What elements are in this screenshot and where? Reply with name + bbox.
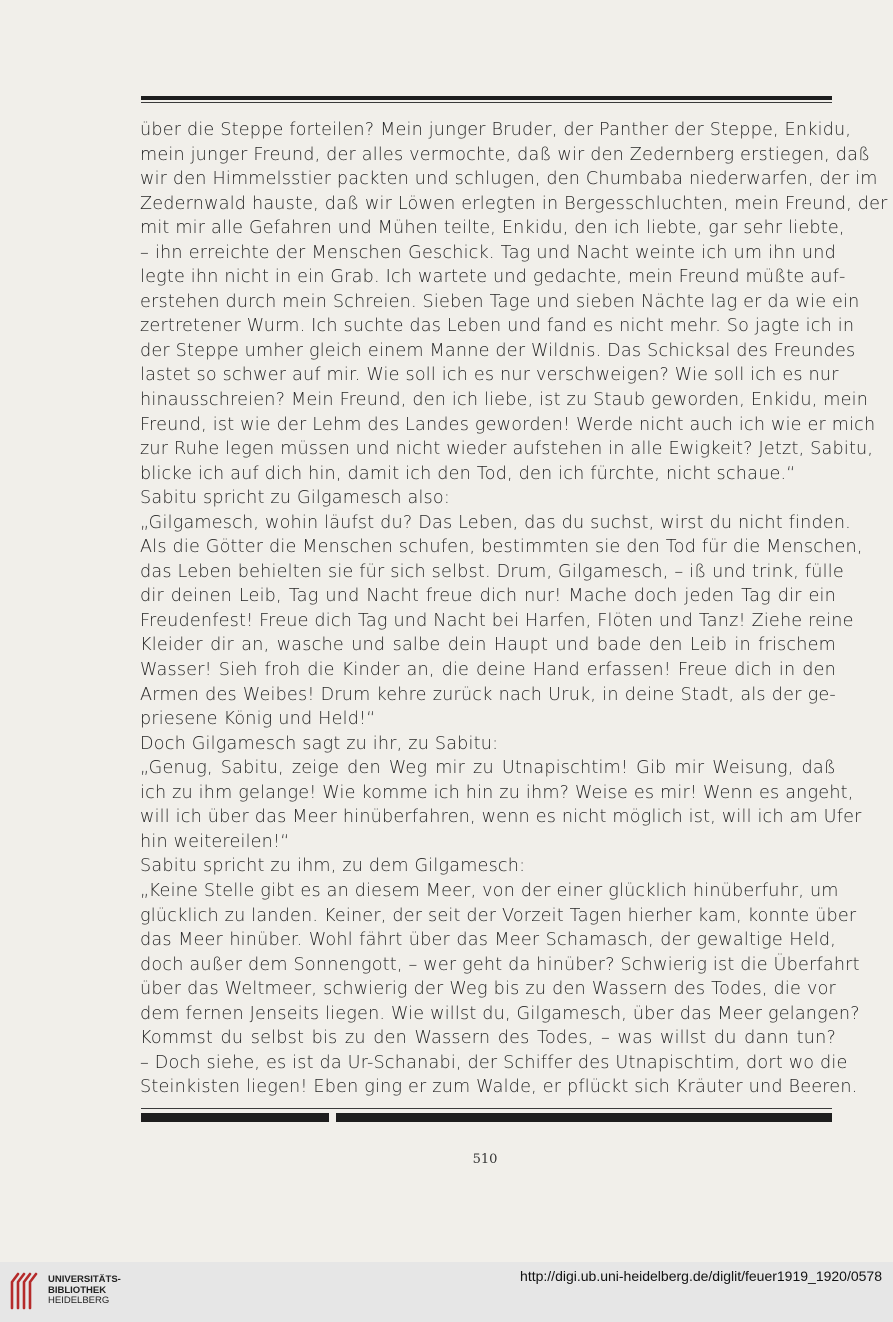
text-line: mein junger Freund, der alles vermochte, daß wir den Zedernberg erstiegen, daß bbox=[140, 144, 871, 165]
text-line: wir den Himmelsstier packten und schlugen, den Chumbaba niederwarfen, der im bbox=[140, 169, 878, 190]
text-line: „Gilgamesch, wohin läufst du? Das Leben, das du suchst, wirst du nicht finden. bbox=[140, 512, 851, 533]
text-line: über die Steppe forteilen? Mein junger Bruder, der Panther der Steppe, Enkidu, bbox=[140, 120, 852, 140]
library-name bbox=[48, 1275, 121, 1307]
library-name-line3: HEIDELBERG bbox=[48, 1295, 110, 1306]
text-line: erstehen durch mein Schreien. Sieben Tage und sieben Nächte lag er da wie ein bbox=[140, 291, 860, 312]
body-text bbox=[140, 118, 888, 1100]
top-rule bbox=[141, 96, 832, 100]
text-line: hinausschreien? Mein Freund, den ich liebe, ist zu Staub geworden, Enkidu, mein bbox=[140, 390, 869, 411]
text-line: Doch Gilgamesch sagt zu ihr, zu Sabitu: bbox=[140, 733, 499, 754]
text-line: will ich über das Meer hinüberfahren, wenn es nicht möglich ist, will ich am Ufer bbox=[140, 807, 862, 828]
text-line: Wasser! Sieh froh die Kinder an, die deine Hand erfassen! Freue dich in den bbox=[140, 660, 836, 681]
text-line: zertretener Wurm. Ich suchte das Leben und fand es nicht mehr. So jagte ich in bbox=[140, 316, 855, 337]
bottom-rule-left bbox=[141, 1113, 329, 1122]
bottom-rule-thin bbox=[141, 1108, 832, 1109]
text-line: glücklich zu landen. Keiner, der seit der Vorzeit Tagen hierher kam, konnte über bbox=[140, 905, 857, 926]
text-line: Freund, ist wie der Lehm des Landes geworden! Werde nicht auch ich wie er mich bbox=[140, 414, 876, 435]
text-line: Steinkisten liegen! Eben ging er zum Walde, er pflückt sich Kräuter und Beeren. bbox=[140, 1077, 858, 1098]
text-line: „Genug, Sabitu, zeige den Weg mir zu Utnapischtim! Gib mir Weisung, daß bbox=[140, 758, 836, 779]
text-line: Freudenfest! Freue dich Tag und Nacht bei Harfen, Flöten und Tanz! Ziehe reine bbox=[140, 610, 854, 631]
text-line: Armen des Weibes! Drum kehre zurück nach Uruk, in deine Stadt, als der ge- bbox=[140, 684, 836, 705]
text-line: Als die Götter die Menschen schufen, bestimmten sie den Tod für die Menschen, bbox=[140, 537, 863, 558]
top-rule-thin bbox=[141, 102, 832, 103]
text-line: priesene König und Held!“ bbox=[140, 709, 376, 730]
text-line: – ihn erreichte der Menschen Geschick. Tag und Nacht weinte ich um ihn und bbox=[140, 242, 836, 263]
library-name-line1: UNIVERSITÄTS- bbox=[48, 1274, 121, 1285]
text-line: das Leben behielten sie für sich selbst. Drum, Gilgamesch, – iß und trink, fülle bbox=[140, 561, 844, 582]
text-line: mit mir alle Gefahren und Mühen teilte, Enkidu, den ich liebte, gar sehr liebte, bbox=[140, 218, 845, 239]
page-number: 510 bbox=[472, 1152, 498, 1167]
text-line: über das Weltmeer, schwierig der Weg bis zu den Wassern des Todes, die vor bbox=[140, 979, 836, 1000]
text-line: hin weitereilen!“ bbox=[140, 831, 290, 852]
text-line: Sabitu spricht zu ihm, zu dem Gilgamesch: bbox=[140, 856, 526, 877]
library-logo-icon[interactable] bbox=[10, 1270, 40, 1312]
footer-bar bbox=[0, 1262, 893, 1322]
text-line: doch außer dem Sonnengott, – wer geht da hinüber? Schwierig ist die Überfahrt bbox=[140, 954, 860, 975]
text-line: das Meer hinüber. Wohl fährt über das Meer Schamasch, der gewaltige Held, bbox=[140, 930, 836, 951]
source-url[interactable]: http://digi.ub.uni-heidelberg.de/diglit/feuer1919_1920/0578 bbox=[520, 1268, 882, 1284]
text-line: der Steppe umher gleich einem Manne der Wildnis. Das Schicksal des Freundes bbox=[140, 340, 856, 361]
text-line: dir deinen Leib, Tag und Nacht freue dich nur! Mache doch jeden Tag dir ein bbox=[140, 586, 836, 607]
text-line: Kleider dir an, wasche und salbe dein Haupt und bade den Leib in frischem bbox=[140, 635, 836, 656]
text-line: Zedernwald hauste, daß wir Löwen erlegten in Bergesschluchten, mein Freund, der bbox=[140, 193, 888, 214]
text-line: Sabitu spricht zu Gilgamesch also: bbox=[140, 488, 451, 509]
text-line: lastet so schwer auf mir. Wie soll ich es nur verschweigen? Wie soll ich es nur bbox=[140, 365, 839, 386]
text-line: zur Ruhe legen müssen und nicht wieder aufstehen in alle Ewigkeit? Jetzt, Sabitu, bbox=[140, 439, 874, 460]
library-name-line2: BIBLIOTHEK bbox=[48, 1284, 107, 1296]
text-line: blicke ich auf dich hin, damit ich den Tod, den ich fürchte, nicht schaue.“ bbox=[140, 463, 796, 484]
text-line: „Keine Stelle gibt es an diesem Meer, von der einer glücklich hinüberfuhr, um bbox=[140, 880, 839, 901]
text-line: ich zu ihm gelange! Wie komme ich hin zu ihm? Weise es mir! Wenn es angeht, bbox=[140, 782, 854, 803]
text-line: dem fernen Jenseits liegen. Wie willst du, Gilgamesch, über das Meer gelangen? bbox=[140, 1003, 860, 1024]
text-line: – Doch siehe, es ist da Ur-Schanabi, der Schiffer des Utnapischtim, dort wo die bbox=[140, 1052, 848, 1073]
text-line: Kommst du selbst bis zu den Wassern des Todes, – was willst du dann tun? bbox=[140, 1028, 836, 1049]
bottom-rule-right bbox=[336, 1113, 832, 1122]
text-line: legte ihn nicht in ein Grab. Ich wartete und gedachte, mein Freund müßte auf- bbox=[140, 267, 846, 288]
